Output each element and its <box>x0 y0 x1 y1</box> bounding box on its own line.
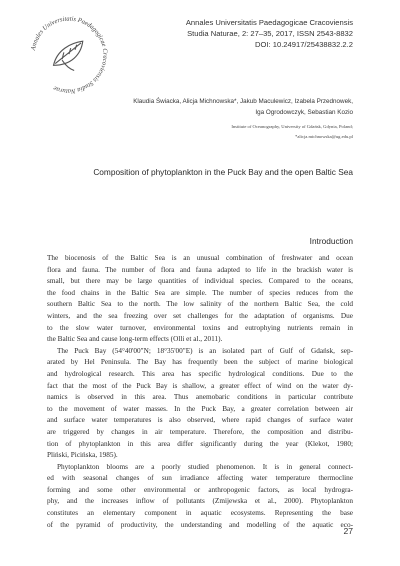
body-line: small, but there may be large quantities of individual species. Compared to the oceans, <box>47 277 353 286</box>
body-line: namics is observed in this area. Thus anemobaric conditions in particular contribute <box>47 393 353 402</box>
body-line: The biocenosis of the Baltic Sea is an unusual combination of freshwater and ocean <box>47 254 353 262</box>
authors-line-2: Iga Ogrodowczyk, Sebastian Kozio <box>255 109 353 116</box>
body-line: flora and fauna. The number of flora and fauna adapted to life in the brackish water is <box>47 265 353 274</box>
page-number: 27 <box>343 526 353 536</box>
affiliation <box>231 122 353 141</box>
affiliation-institute: Institute of Oceanography, University of Gdańsk, Gdynia, Poland; <box>231 124 353 129</box>
body-line: and surface water temperatures is also observed, where rapid changes of surface water <box>47 416 353 425</box>
body-line: winters, and the sea freezing over set challenges for the adaptation of organisms. Due <box>47 311 353 320</box>
body-line: Phytoplankton blooms are a poorly studied phenomenon. It is in general connect- <box>57 462 353 471</box>
body-text <box>47 253 353 531</box>
body-line: the Baltic Sea and cause long-term effects (Olli et al., 2011). <box>47 335 223 344</box>
article-title: Composition of phytoplankton in the Puck Bay and the open Baltic Sea <box>93 167 353 177</box>
body-line: fact that the most of the Puck Bay is shallow, a greater effect of wind on the water dy- <box>47 381 353 390</box>
seal-ring-text: Annales Universitatis Paedagogicae Cracoviensis Studia Naturae <box>29 15 109 95</box>
journal-issue: Studia Naturae, 2: 27–35, 2017, ISSN 2543-8832 <box>187 29 353 39</box>
body-line: the food chains in the Baltic Sea are simple. The number of species reduces from the <box>47 288 353 297</box>
journal-name: Annales Universitatis Paedagogicae Cracoviensis <box>185 18 353 27</box>
body-line: forming and some other environmental or anthropogenic factors, as local hydrogra- <box>47 485 353 494</box>
body-line: and hydrological research. This area has specific hydrological conditions. Due to the <box>47 369 353 378</box>
body-line: southern Baltic Sea to the north. The low salinity of the northern Baltic Sea, the cold <box>47 300 353 309</box>
journal-header <box>186 17 353 51</box>
body-line: arated by Hel Peninsula. The Bay has frequently been the subject of marine biological <box>47 358 353 367</box>
body-line: constitutes an elementary component in aquatic ecosystems. Representing the base <box>47 509 353 518</box>
journal-doi: DOI: 10.24917/25438832.2.2 <box>255 40 353 50</box>
body-line: ed with seasonal changes of sun irradiance affecting water temperature thermocline <box>47 474 353 483</box>
body-line: The Puck Bay (54°40'00"N; 18°35'00"E) is an isolated part of Gulf of Gdańsk, sep- <box>57 346 353 355</box>
body-line: of the pyramid of productivity, the understanding and modelling of the aquatic eco- <box>47 520 353 529</box>
body-line: to the movement of water masses. In the Puck Bay, a greater correlation between air <box>47 404 353 413</box>
body-line: Pliński, Picińska, 1985). <box>47 451 118 460</box>
body-line: phy, and the increases inflow of pollutants (Zmijewska et al., 2000). Phytoplankton <box>47 497 353 506</box>
body-line: tion of phytoplankton in this area differ significantly during the year (Klekot, 1980; <box>47 439 353 448</box>
author-list <box>73 96 353 118</box>
body-line: to the slow water turnover, environmental toxins and eutrophying nutrients remain in <box>47 323 353 332</box>
leaf-icon <box>54 41 83 70</box>
body-line: are triggered by changes in air temperature. Therefore, the composition and distribu- <box>47 427 353 436</box>
svg-text:Annales Universitatis Paedagog <box>30 16 109 95</box>
authors-line-1: Klaudia Świacka, Alicja Michnowska*, Jakub Maculewicz, Izabela Przednowek, <box>133 98 353 105</box>
corresponding-email: *alicja.michnowska@ug.edu.pl <box>295 133 353 139</box>
section-heading: Introduction <box>309 236 353 246</box>
university-seal-logo <box>26 12 112 98</box>
